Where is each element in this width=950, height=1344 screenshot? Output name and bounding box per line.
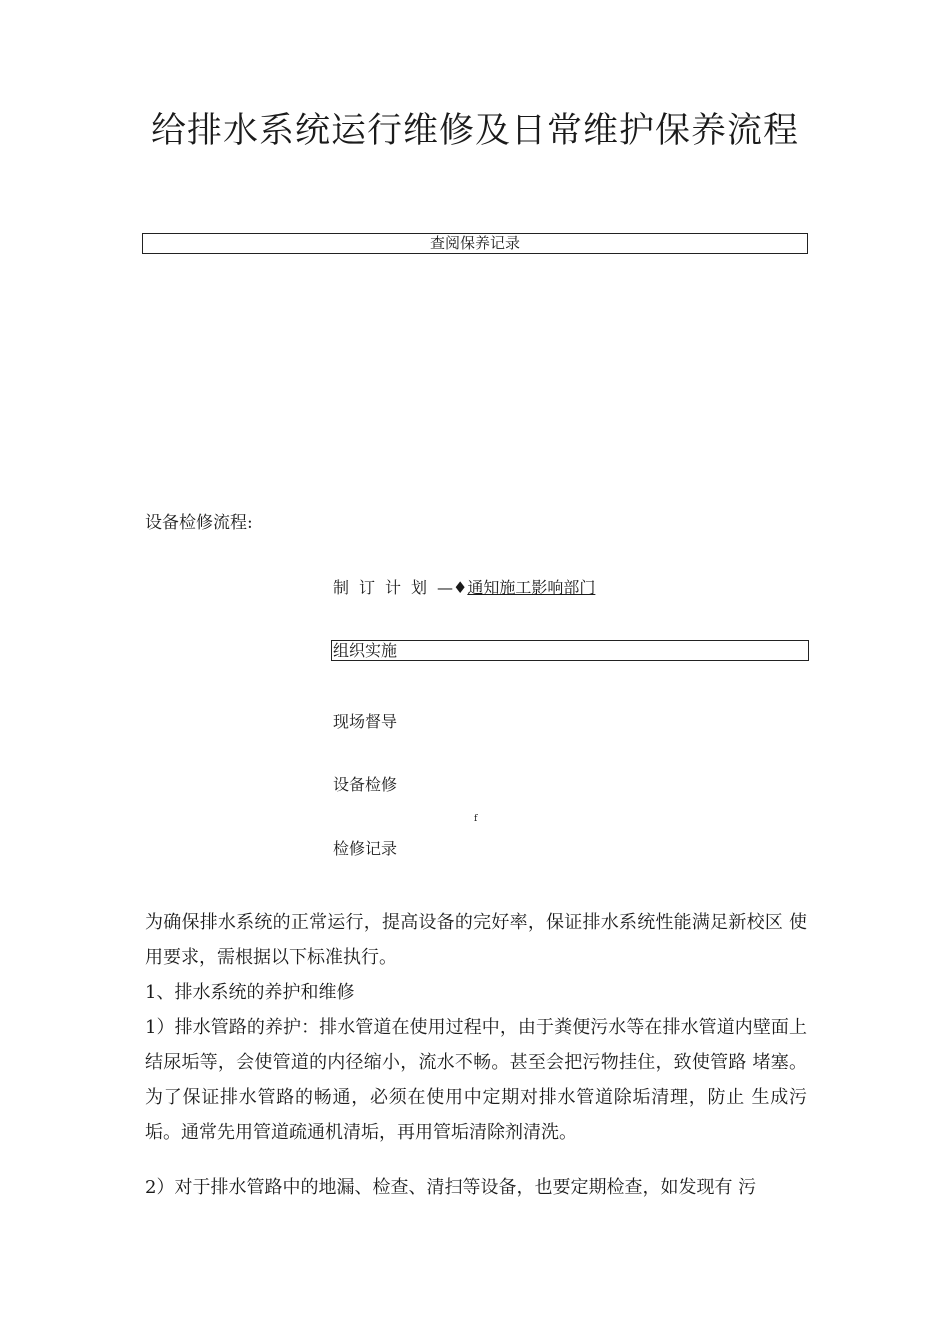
flow-step-plan	[333, 575, 595, 598]
flow-step-implement: 组织实施	[331, 640, 809, 661]
plan-text: 制订计划	[333, 578, 438, 597]
item-1-paragraph: 1）排水管路的养护：排水管道在使用过程中，由于粪便污水等在排水管道内壁面上结尿垢等，会使管道的内径缩小，流水不畅。甚至会把污物挂住，致使管路 堵塞。为了保证排水管路的畅通，必须在使用中定期对排水管道除垢清理，防止 生成污垢。通常先用管道疏通机清垢，再用管垢清除剂清洗。	[145, 1017, 807, 1143]
document-title: 给排水系统运行维修及日常维护保养流程	[150, 111, 799, 151]
notify-text: 通知施工影响部门	[467, 578, 596, 597]
flow-step-supervise: 现场督导	[333, 712, 398, 731]
flow-step-repair: 设备检修	[333, 775, 398, 794]
item-2-paragraph: 2）对于排水管路中的地漏、检查、清扫等设备，也要定期检查，如发现有 污	[145, 1177, 757, 1198]
flow-step-record: 检修记录	[333, 839, 398, 858]
tick-mark: f	[474, 814, 478, 824]
section-label: 设备检修流程:	[145, 513, 253, 533]
heading-1: 1、排水系统的养护和维修	[145, 982, 355, 1003]
arrow-icon: —♦	[437, 578, 468, 597]
review-records-box: 查阅保养记录	[142, 233, 808, 254]
intro-paragraph: 为确保排水系统的正常运行，提高设备的完好率，保证排水系统性能满足新校区 使用要求，需根据以下标准执行。	[145, 912, 807, 968]
